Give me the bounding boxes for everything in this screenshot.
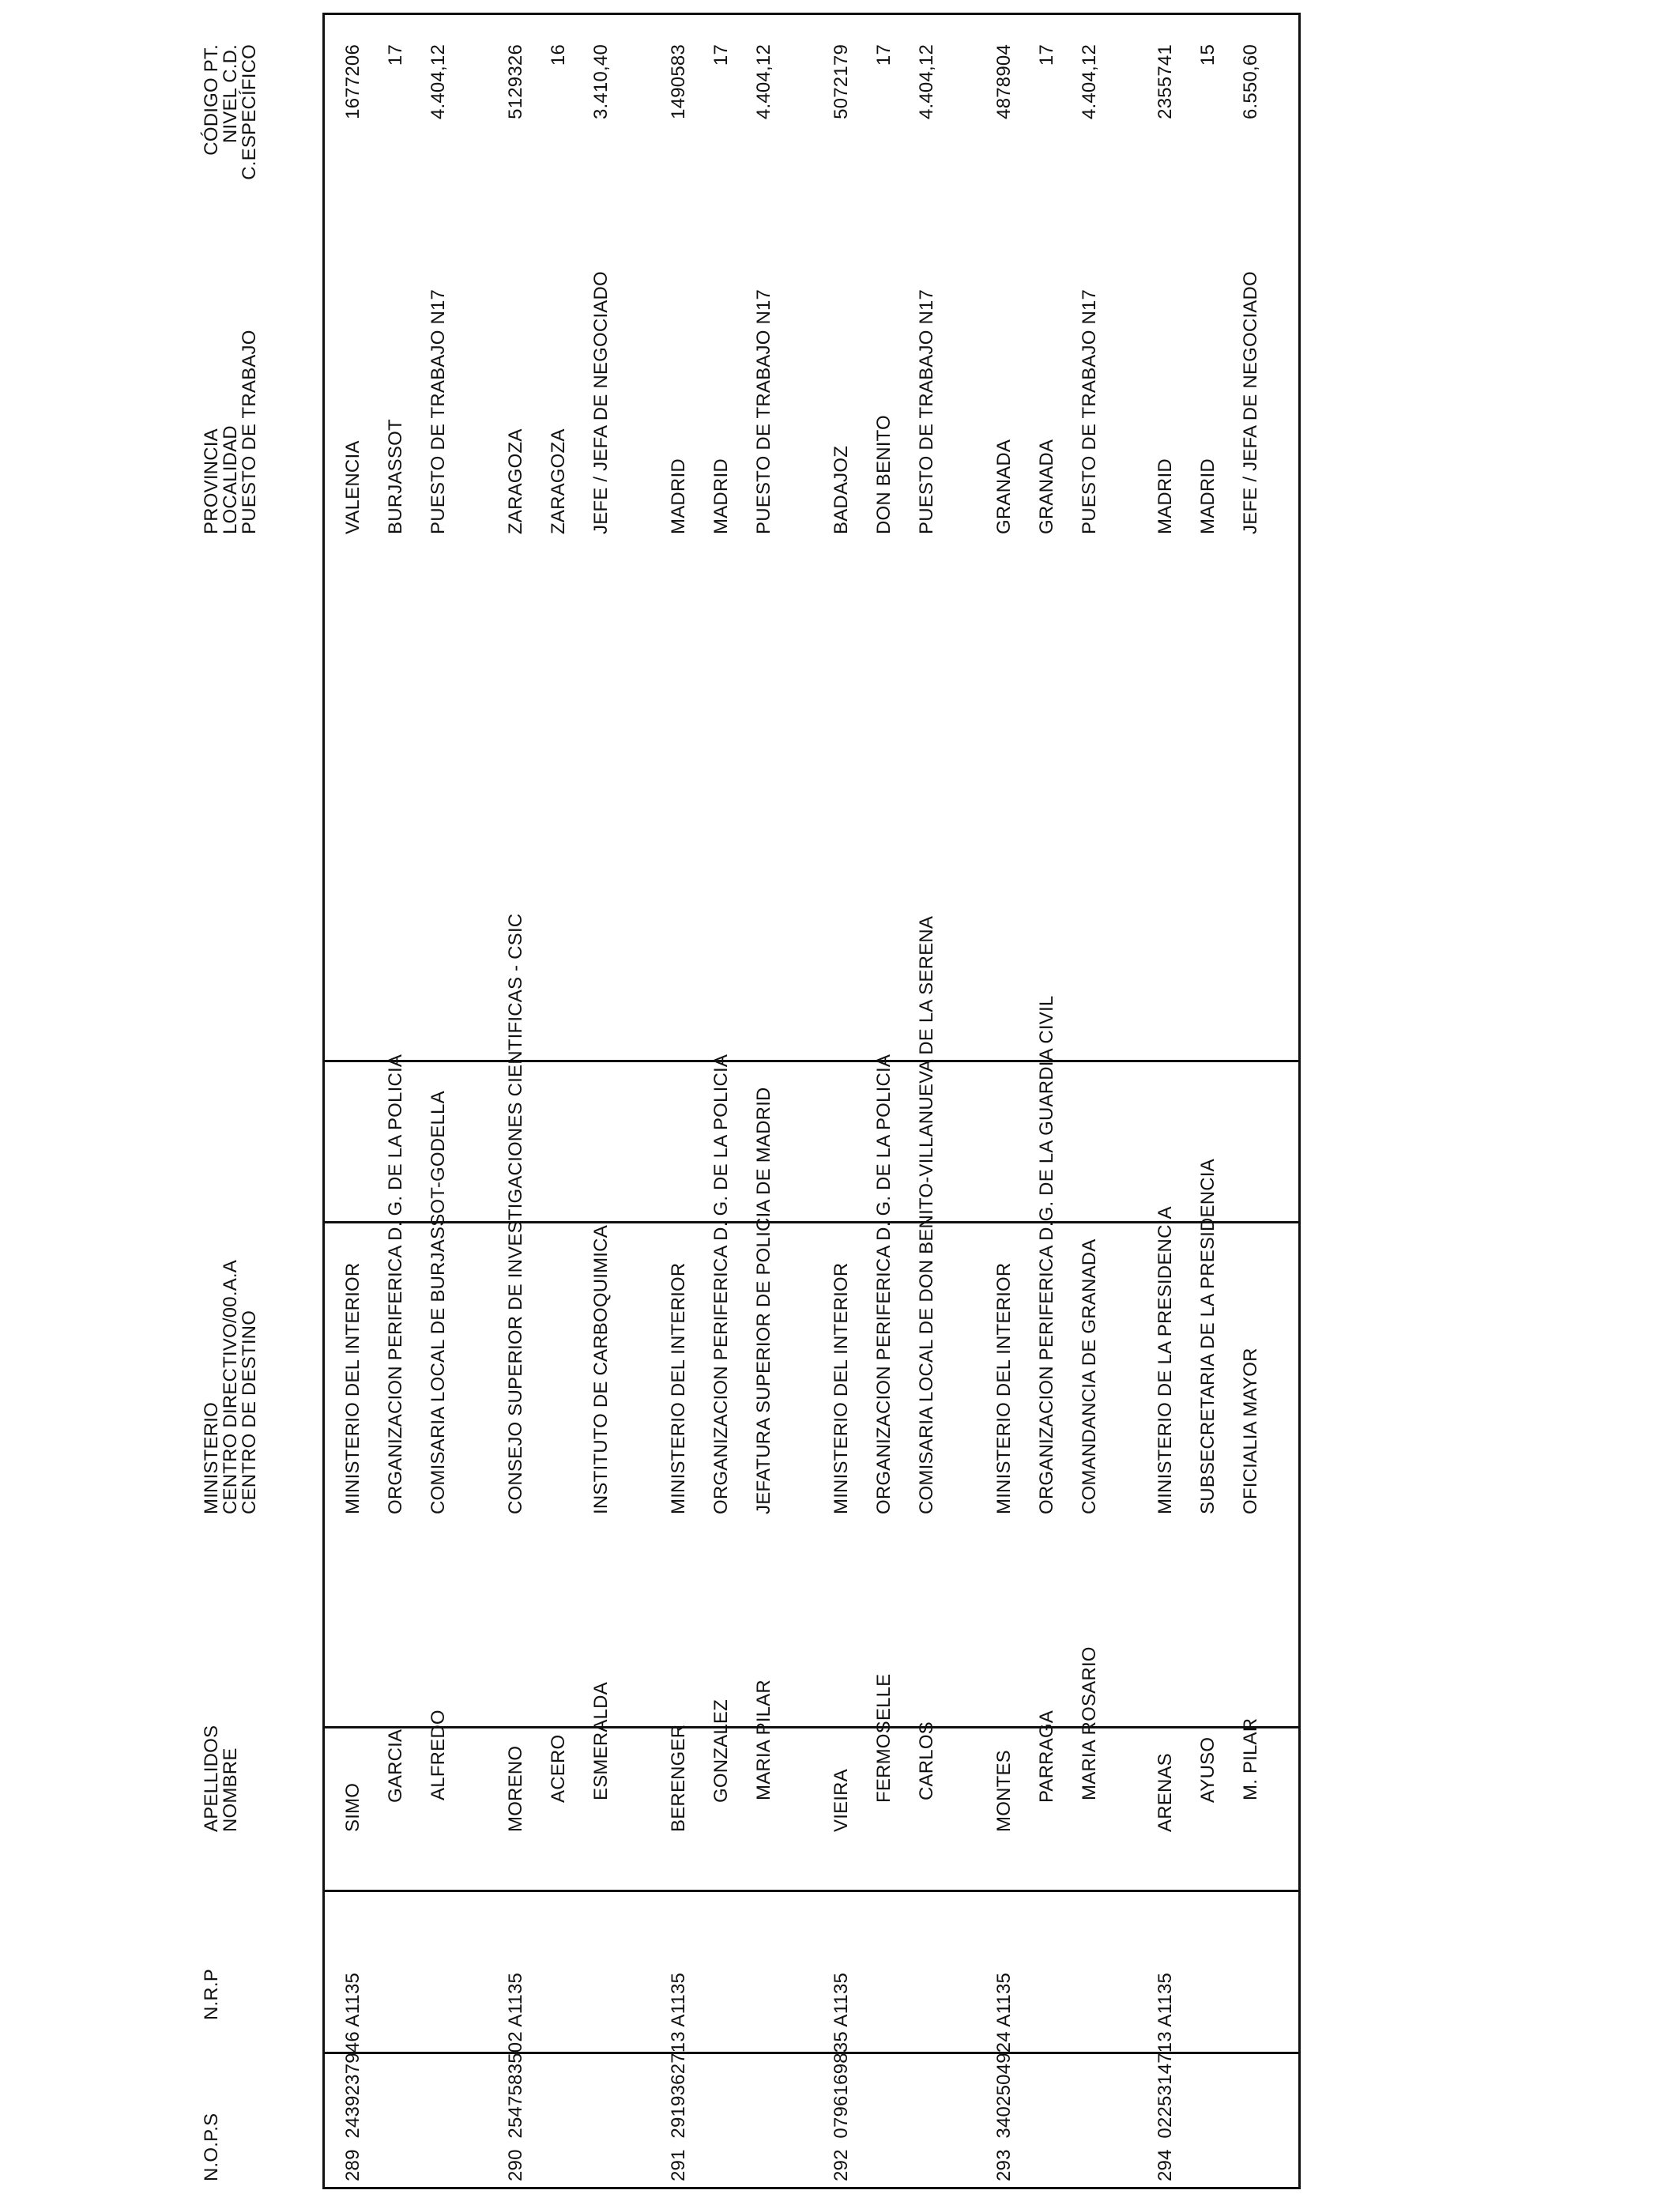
header-localidad: LOCALIDAD (220, 425, 241, 534)
row-290-nivel: 16 (548, 44, 569, 66)
row-289-centro-directivo: ORGANIZACION PERIFERICA D. G. DE LA POLICIA (385, 1054, 406, 1514)
row-290-codigo: 5129326 (505, 44, 526, 119)
row-293-provincia: GRANADA (993, 439, 1015, 534)
header-nrp: N.R.P (201, 1968, 222, 2020)
row-289-nivel: 17 (385, 44, 406, 66)
row-294-puesto: JEFE / JEFA DE NEGOCIADO (1240, 271, 1261, 534)
row-290-centro-destino: INSTITUTO DE CARBOQUIMICA (590, 1225, 612, 1514)
row-291-apellido1: BERENGER (668, 1724, 689, 1832)
row-293-localidad: GRANADA (1036, 439, 1057, 534)
row-293-ministerio: MINISTERIO DEL INTERIOR (993, 1262, 1015, 1514)
row-291-provincia: MADRID (668, 458, 689, 534)
row-290-nops-nrp: 290 2547583502 A1135 (505, 1972, 526, 2181)
row-289-especifico: 4.404,12 (428, 44, 449, 120)
row-293-centro-directivo: ORGANIZACION PERIFERICA D.G. DE LA GUARDIA CIVIL (1036, 995, 1057, 1514)
row-289-provincia: VALENCIA (342, 440, 363, 534)
row-294-provincia: MADRID (1155, 458, 1176, 534)
row-292-especifico: 4.404,12 (916, 44, 937, 120)
row-292-puesto: PUESTO DE TRABAJO N17 (916, 288, 937, 534)
row-separator (322, 1726, 1301, 1728)
row-292-ministerio: MINISTERIO DEL INTERIOR (831, 1262, 852, 1514)
row-294-codigo: 2355741 (1155, 44, 1176, 119)
row-292-nops-nrp: 292 0796169835 A1135 (831, 1972, 852, 2181)
row-293-nombre: MARIA ROSARIO (1079, 1646, 1100, 1800)
row-290-apellido1: MORENO (505, 1745, 526, 1832)
row-292-nombre: CARLOS (916, 1721, 937, 1800)
row-293-codigo: 4878904 (993, 44, 1015, 119)
row-292-apellido2: FERMOSELLE (873, 1673, 895, 1803)
row-292-codigo: 5072179 (831, 44, 852, 119)
header-nivel-cd: NIVEL C.D. (220, 44, 241, 144)
row-291-nops-nrp: 291 2919362713 A1135 (668, 1972, 689, 2181)
row-289-nombre: ALFREDO (428, 1710, 449, 1800)
row-294-localidad: MADRID (1197, 458, 1219, 534)
row-292-localidad: DON BENITO (873, 415, 895, 534)
row-289-localidad: BURJASSOT (385, 419, 406, 534)
header-codigo-pt: CÓDIGO PT. (201, 44, 222, 156)
row-294-especifico: 6.550,60 (1240, 44, 1261, 120)
row-294-apellido2: AYUSO (1197, 1736, 1219, 1803)
row-289-codigo: 1677206 (342, 44, 363, 119)
row-289-centro-destino: COMISARIA LOCAL DE BURJASSOT-GODELLA (428, 1091, 449, 1514)
row-293-especifico: 4.404,12 (1079, 44, 1100, 120)
row-289-nops-nrp: 289 2439237946 A1135 (342, 1972, 363, 2181)
row-293-nivel: 17 (1036, 44, 1057, 66)
row-290-especifico: 3.410,40 (590, 44, 612, 120)
row-290-localidad: ZARAGOZA (548, 428, 569, 534)
header-centro-directivo: CENTRO DIRECTIVO/00.A.A (220, 1260, 241, 1514)
row-separator (322, 1060, 1301, 1062)
header-provincia: PROVINCIA (201, 428, 222, 534)
row-290-ministerio: CONSEJO SUPERIOR DE INVESTIGACIONES CIENTIFICAS - CSIC (505, 913, 526, 1514)
row-291-ministerio: MINISTERIO DEL INTERIOR (668, 1262, 689, 1514)
row-293-apellido2: PARRAGA (1036, 1710, 1057, 1803)
row-289-apellido1: SIMO (342, 1782, 363, 1832)
row-290-apellido2: ACERO (548, 1734, 569, 1803)
row-291-especifico: 4.404,12 (753, 44, 774, 120)
header-nops: N.O.P.S (201, 2113, 222, 2181)
row-separator (322, 1890, 1301, 1892)
row-291-centro-directivo: ORGANIZACION PERIFERICA D. G. DE LA POLICIA (710, 1054, 732, 1514)
row-293-nops-nrp: 293 3402504924 A1135 (993, 1972, 1015, 2181)
row-292-apellido1: VIEIRA (831, 1769, 852, 1832)
header-puesto-trabajo: PUESTO DE TRABAJO (239, 330, 260, 534)
row-290-puesto: JEFE / JEFA DE NEGOCIADO (590, 271, 612, 534)
header-ministerio: MINISTERIO (201, 1401, 222, 1514)
row-294-centro-destino: OFICIALIA MAYOR (1240, 1348, 1261, 1514)
row-294-nombre: M. PILAR (1240, 1717, 1261, 1800)
row-291-nombre: MARIA PILAR (753, 1679, 774, 1800)
header-centro-destino: CENTRO DE DESTINO (239, 1310, 260, 1514)
row-294-ministerio: MINISTERIO DE LA PRESIDENCIA (1155, 1206, 1176, 1514)
row-294-nops-nrp: 294 0225314713 A1135 (1155, 1972, 1176, 2181)
row-291-localidad: MADRID (710, 458, 732, 534)
row-291-centro-destino: JEFATURA SUPERIOR DE POLICIA DE MADRID (753, 1087, 774, 1514)
row-292-provincia: BADAJOZ (831, 445, 852, 534)
row-291-puesto: PUESTO DE TRABAJO N17 (753, 288, 774, 534)
row-294-nivel: 15 (1197, 44, 1219, 66)
row-294-centro-directivo: SUBSECRETARIA DE LA PRESIDENCIA (1197, 1159, 1219, 1514)
row-293-centro-destino: COMANDANCIA DE GRANADA (1079, 1238, 1100, 1514)
row-291-nivel: 17 (710, 44, 732, 66)
row-293-puesto: PUESTO DE TRABAJO N17 (1079, 288, 1100, 534)
row-290-nombre: ESMERALDA (590, 1682, 612, 1800)
row-292-centro-directivo: ORGANIZACION PERIFERICA D. G. DE LA POLICIA (873, 1054, 895, 1514)
row-294-apellido1: ARENAS (1155, 1753, 1176, 1832)
row-291-codigo: 1490583 (668, 44, 689, 119)
row-289-ministerio: MINISTERIO DEL INTERIOR (342, 1262, 363, 1514)
row-289-apellido2: GARCIA (385, 1728, 406, 1803)
row-290-provincia: ZARAGOZA (505, 428, 526, 534)
row-291-apellido2: GONZALEZ (710, 1699, 732, 1803)
row-292-nivel: 17 (873, 44, 895, 66)
header-c-especifico: C.ESPECÍFICO (239, 44, 260, 180)
header-apellidos: APELLIDOS (201, 1725, 222, 1832)
header-nombre: NOMBRE (220, 1747, 241, 1832)
row-289-puesto: PUESTO DE TRABAJO N17 (428, 288, 449, 534)
table-frame (322, 13, 1301, 2189)
row-293-apellido1: MONTES (993, 1750, 1015, 1832)
row-292-centro-destino: COMISARIA LOCAL DE DON BENITO-VILLANUEVA DE LA SERENA (916, 915, 937, 1514)
